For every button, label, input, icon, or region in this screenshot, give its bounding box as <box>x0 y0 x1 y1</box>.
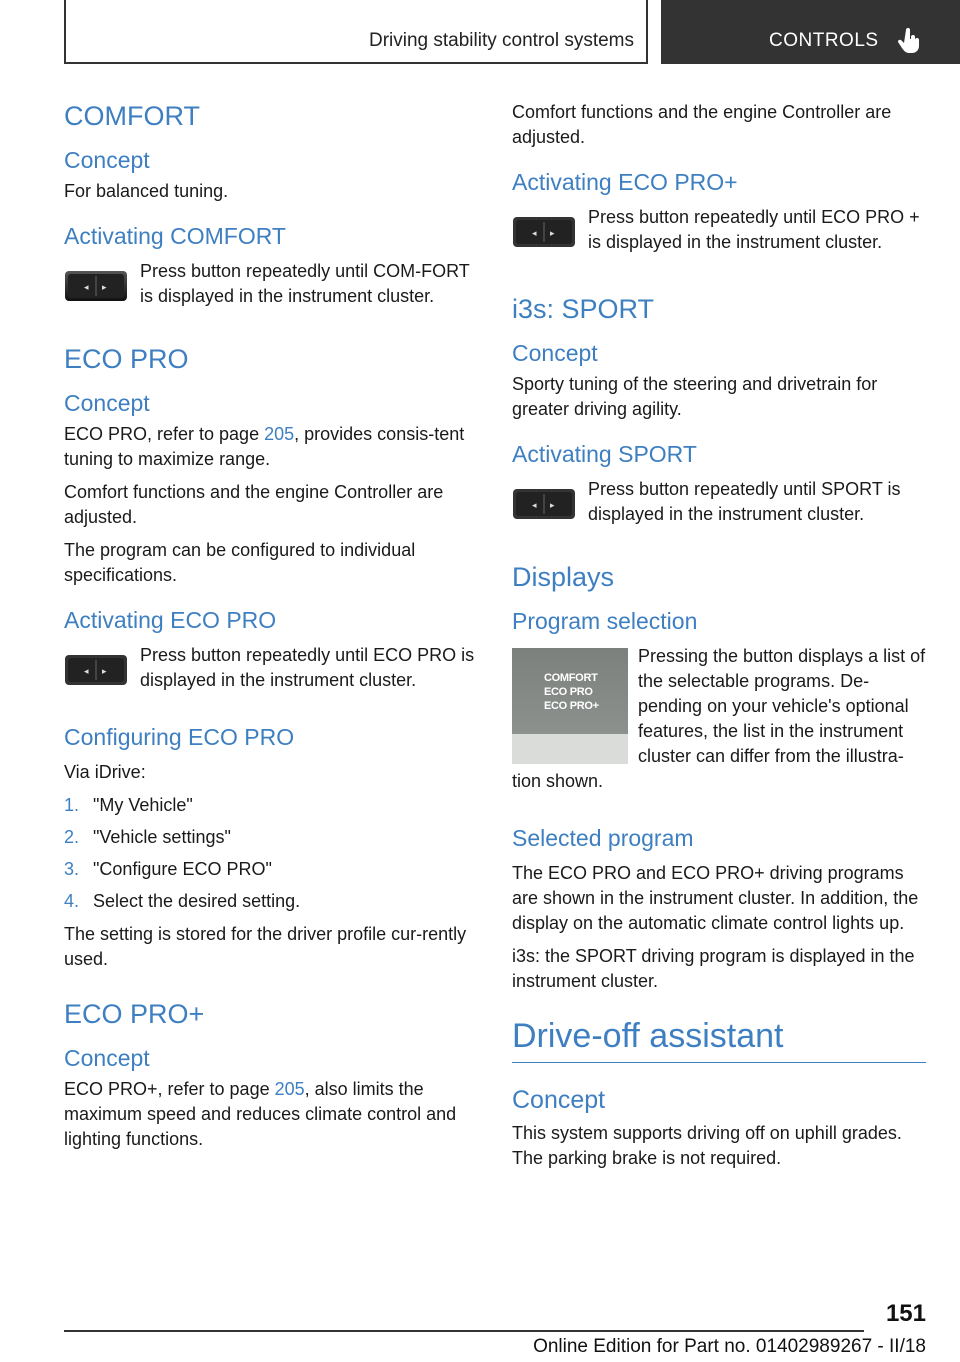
svg-text:▸: ▸ <box>550 500 555 511</box>
sport-concept-heading: Concept <box>512 340 598 367</box>
eco-pro-plus-title: ECO PRO+ <box>64 998 205 1029</box>
hand-pointer-icon <box>897 28 921 54</box>
eco-pro-para3: The program can be configured to individual specifications. <box>64 540 416 586</box>
svg-text:◂: ◂ <box>84 666 89 677</box>
eco-pro-config-note: The setting is stored for the driver profile cur‐rently used. <box>64 923 467 969</box>
eco-pro-title: ECO PRO <box>64 343 189 374</box>
header-section-box <box>64 0 648 64</box>
screen-line: COMFORT <box>544 671 598 684</box>
list-item: 3. "Configure ECO PRO" <box>64 858 272 879</box>
comfort-concept-heading: Concept <box>64 147 150 174</box>
eco-pro-concept-text: ECO PRO, refer to page 205, provides consis‐tent tuning to maximize range. <box>64 424 465 470</box>
eco-pro-steps-list <box>64 793 478 914</box>
drive-off-section <box>512 1016 926 1171</box>
eco-pro-section <box>64 343 478 972</box>
svg-text:▸: ▸ <box>102 282 107 293</box>
driving-mode-button-icon <box>512 487 582 523</box>
chapter-title: CONTROLS <box>769 30 879 51</box>
eco-plus-cont-text: Comfort functions and the engine Controller are adjusted. <box>512 102 892 147</box>
footer-edition: Online Edition for Part no. 01402989267 - II/18 <box>533 1336 926 1357</box>
driving-mode-button-icon <box>64 269 134 305</box>
page-number: 151 <box>885 1300 926 1327</box>
sport-title: i3s: SPORT <box>512 293 655 324</box>
comfort-activate-heading: Activating COMFORT <box>64 223 286 250</box>
displays-title: Displays <box>512 561 615 592</box>
section-title: Driving stability control systems <box>368 30 634 51</box>
selected-program-text2: i3s: the SPORT driving program is displayed in the instrument cluster. <box>512 945 915 991</box>
selected-program-heading: Selected program <box>512 824 694 851</box>
sport-concept-text: Sporty tuning of the steering and drivetrain for greater driving agility. <box>512 373 878 419</box>
list-item: 4. Select the desired setting. <box>64 890 301 911</box>
drive-off-title: Drive-off assistant <box>512 1016 926 1064</box>
footer-divider <box>64 1330 864 1332</box>
eco-pro-activate-heading: Activating ECO PRO <box>64 607 277 634</box>
drive-off-concept-heading: Concept <box>512 1086 606 1115</box>
svg-text:◂: ◂ <box>532 228 537 239</box>
displays-section <box>512 561 926 994</box>
eco-plus-activate-heading: Activating ECO PRO+ <box>512 169 738 195</box>
list-item: 1. "My Vehicle" <box>64 794 193 815</box>
comfort-activate-text: Press button repeatedly until COM‐FORT is displayed in the instrument cluster. <box>140 260 470 306</box>
eco-pro-activate-text: Press button repeatedly until ECO PRO is displayed in the instrument cluster. <box>140 644 475 690</box>
program-selection-heading: Program selection <box>512 608 698 635</box>
comfort-section <box>64 100 478 317</box>
screen-line: ECO PRO <box>544 685 593 698</box>
page-link[interactable]: 205 <box>264 424 295 445</box>
svg-text:◂: ◂ <box>84 282 89 293</box>
page-link[interactable]: 205 <box>274 1078 305 1099</box>
instrument-cluster-image <box>512 648 628 764</box>
eco-pro-plus-concept-heading: Concept <box>64 1044 150 1071</box>
eco-pro-plus-section <box>64 998 478 1152</box>
sport-section <box>512 293 926 535</box>
selected-program-text1: The ECO PRO and ECO PRO+ driving programs are shown in the instrument cluster. In addition, the display on the automatic climate control lights up. <box>512 862 919 933</box>
eco-pro-config-intro: Via iDrive: <box>64 761 146 782</box>
comfort-concept-text: For balanced tuning. <box>64 181 229 202</box>
drive-off-concept-text: This system supports driving off on uphill grades. The parking brake is not required. <box>512 1122 902 1168</box>
svg-text:▸: ▸ <box>102 666 107 677</box>
right-column <box>512 100 926 1179</box>
program-selection-text: Pressing the button displays a list of the selectable programs. De‐pending on your vehicle's optional features, the list in the instrument cluster can differ from the illustra‐tion shown. <box>512 645 926 791</box>
eco-pro-para2: Comfort functions and the engine Controller are adjusted. <box>64 482 444 528</box>
comfort-title: COMFORT <box>64 101 200 131</box>
eco-pro-plus-concept-text: ECO PRO+, refer to page 205, also limits the maximum speed and reduces climate control and lighting functions. <box>64 1078 457 1149</box>
header-chapter-box <box>661 0 960 64</box>
svg-text:▸: ▸ <box>550 228 555 239</box>
sport-activate-text: Press button repeatedly until SPORT is displayed in the instrument cluster. <box>588 478 901 524</box>
list-item: 2. "Vehicle settings" <box>64 826 231 847</box>
driving-mode-button-icon <box>64 653 134 689</box>
eco-pro-concept-heading: Concept <box>64 390 150 417</box>
eco-plus-activate-text: Press button repeatedly until ECO PRO + is displayed in the instrument cluster. <box>588 206 920 252</box>
left-column <box>64 100 478 1174</box>
svg-text:◂: ◂ <box>532 500 537 511</box>
eco-pro-config-heading: Configuring ECO PRO <box>64 723 295 750</box>
driving-mode-button-icon <box>512 215 582 251</box>
screen-line: ECO PRO+ <box>544 699 599 712</box>
sport-activate-heading: Activating SPORT <box>512 440 697 467</box>
